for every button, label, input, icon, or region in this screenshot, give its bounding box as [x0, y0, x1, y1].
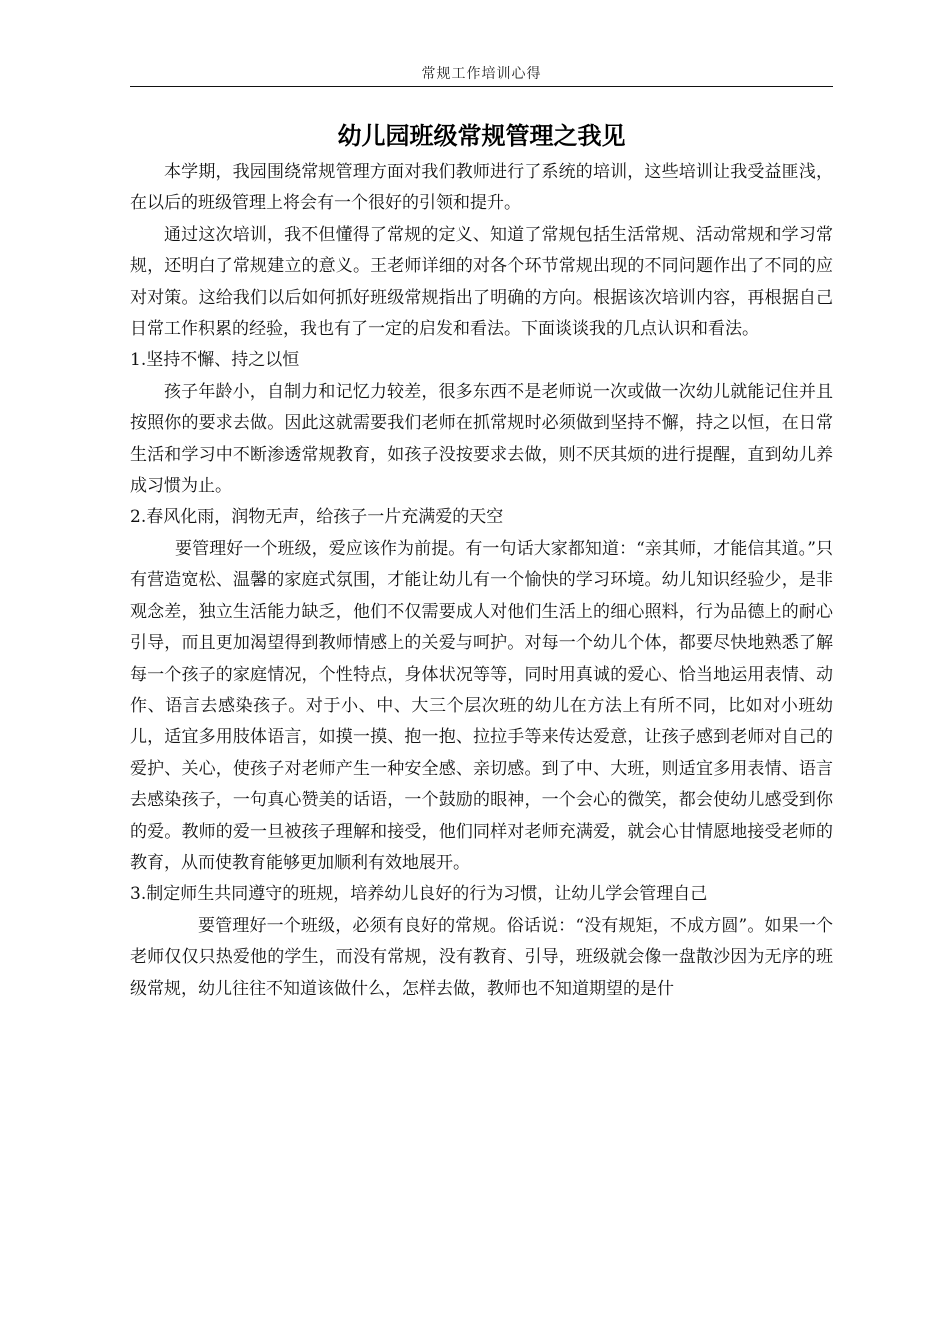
document-body: [130, 157, 833, 1005]
section-1-heading: 1.坚持不懈、持之以恒: [130, 350, 300, 371]
document-title: 幼儿园班级常规管理之我见: [337, 122, 626, 150]
section-2-heading: 2.春风化雨，润物无声，给孩子一片充满爱的天空: [130, 507, 504, 528]
intro-paragraph: 本学期，我园围绕常规管理方面对我们教师进行了系统的培训，这些培训让我受益匪浅，在以后的班级管理上将会有一个很好的引领和提升。: [130, 162, 833, 214]
header-divider: [130, 86, 833, 87]
section-3-heading: 3.制定师生共同遵守的班规，培养幼儿良好的行为习惯，让幼儿学会管理自己: [130, 884, 708, 905]
training-paragraph: 通过这次培训，我不但懂得了常规的定义、知道了常规包括生活常规、活动常规和学习常规，还明白了常规建立的意义。王老师详细的对各个环节常规出现的不同问题作出了不同的应对对策。这给我们以后如何抓好班级常规指出了明确的方向。根据该次培训内容，再根据自己日常工作积累的经验，我也有了一定的启发和看法。下面谈谈我的几点认识和看法。: [130, 224, 833, 340]
section-3-paragraph: 要管理好一个班级，必须有良好的常规。俗话说：“没有规矩，不成方圆”。如果一个老师仅仅只热爱他的学生，而没有常规，没有教育、引导，班级就会像一盘散沙因为无序的班级常规，幼儿往往不知道该做什么，怎样去做，教师也不知道期望的是什: [130, 915, 833, 999]
section-2-paragraph: 要管理好一个班级，爱应该作为前提。有一句话大家都知道：“亲其师，才能信其道。”只有营造宽松、温馨的家庭式氛围，才能让幼儿有一个愉快的学习环境。幼儿知识经验少，是非观念差，独立生活能力缺乏，他们不仅需要成人对他们生活上的细心照料，行为品德上的耐心引导，而且更加渴望得到教师情感上的关爱与呵护。对每一个幼儿个体，都要尽快地熟悉了解每一个孩子的家庭情况，个性特点，身体状况等等，同时用真诚的爱心、恰当地运用表情、动作、语言去感染孩子。对于小、中、大三个层次班的幼儿在方法上有所不同，比如对小班幼儿，适宜多用肢体语言，如摸一摸、抱一抱、拉拉手等来传达爱意，让孩子感到老师对自己的爱护、关心，使孩子对老师产生一种安全感、亲切感。到了中、大班，则适宜多用表情、语言去感染孩子，一句真心赞美的话语，一个鼓励的眼神，一个会心的微笑，都会使幼儿感受到你的爱。教师的爱一旦被孩子理解和接受，他们同样对老师充满爱，就会心甘情愿地接受老师的教育，从而使教育能够更加顺利有效地展开。: [130, 538, 833, 873]
section-1-paragraph: 孩子年龄小，自制力和记忆力较差，很多东西不是老师说一次或做一次幼儿就能记住并且按照你的要求去做。因此这就需要我们老师在抓常规时必须做到坚持不懈，持之以恒，在日常生活和学习中不断渗透常规教育，如孩子没按要求去做，则不厌其烦的进行提醒，直到幼儿养成习惯为止。: [130, 381, 833, 497]
page-header: 常规工作培训心得: [421, 66, 542, 82]
